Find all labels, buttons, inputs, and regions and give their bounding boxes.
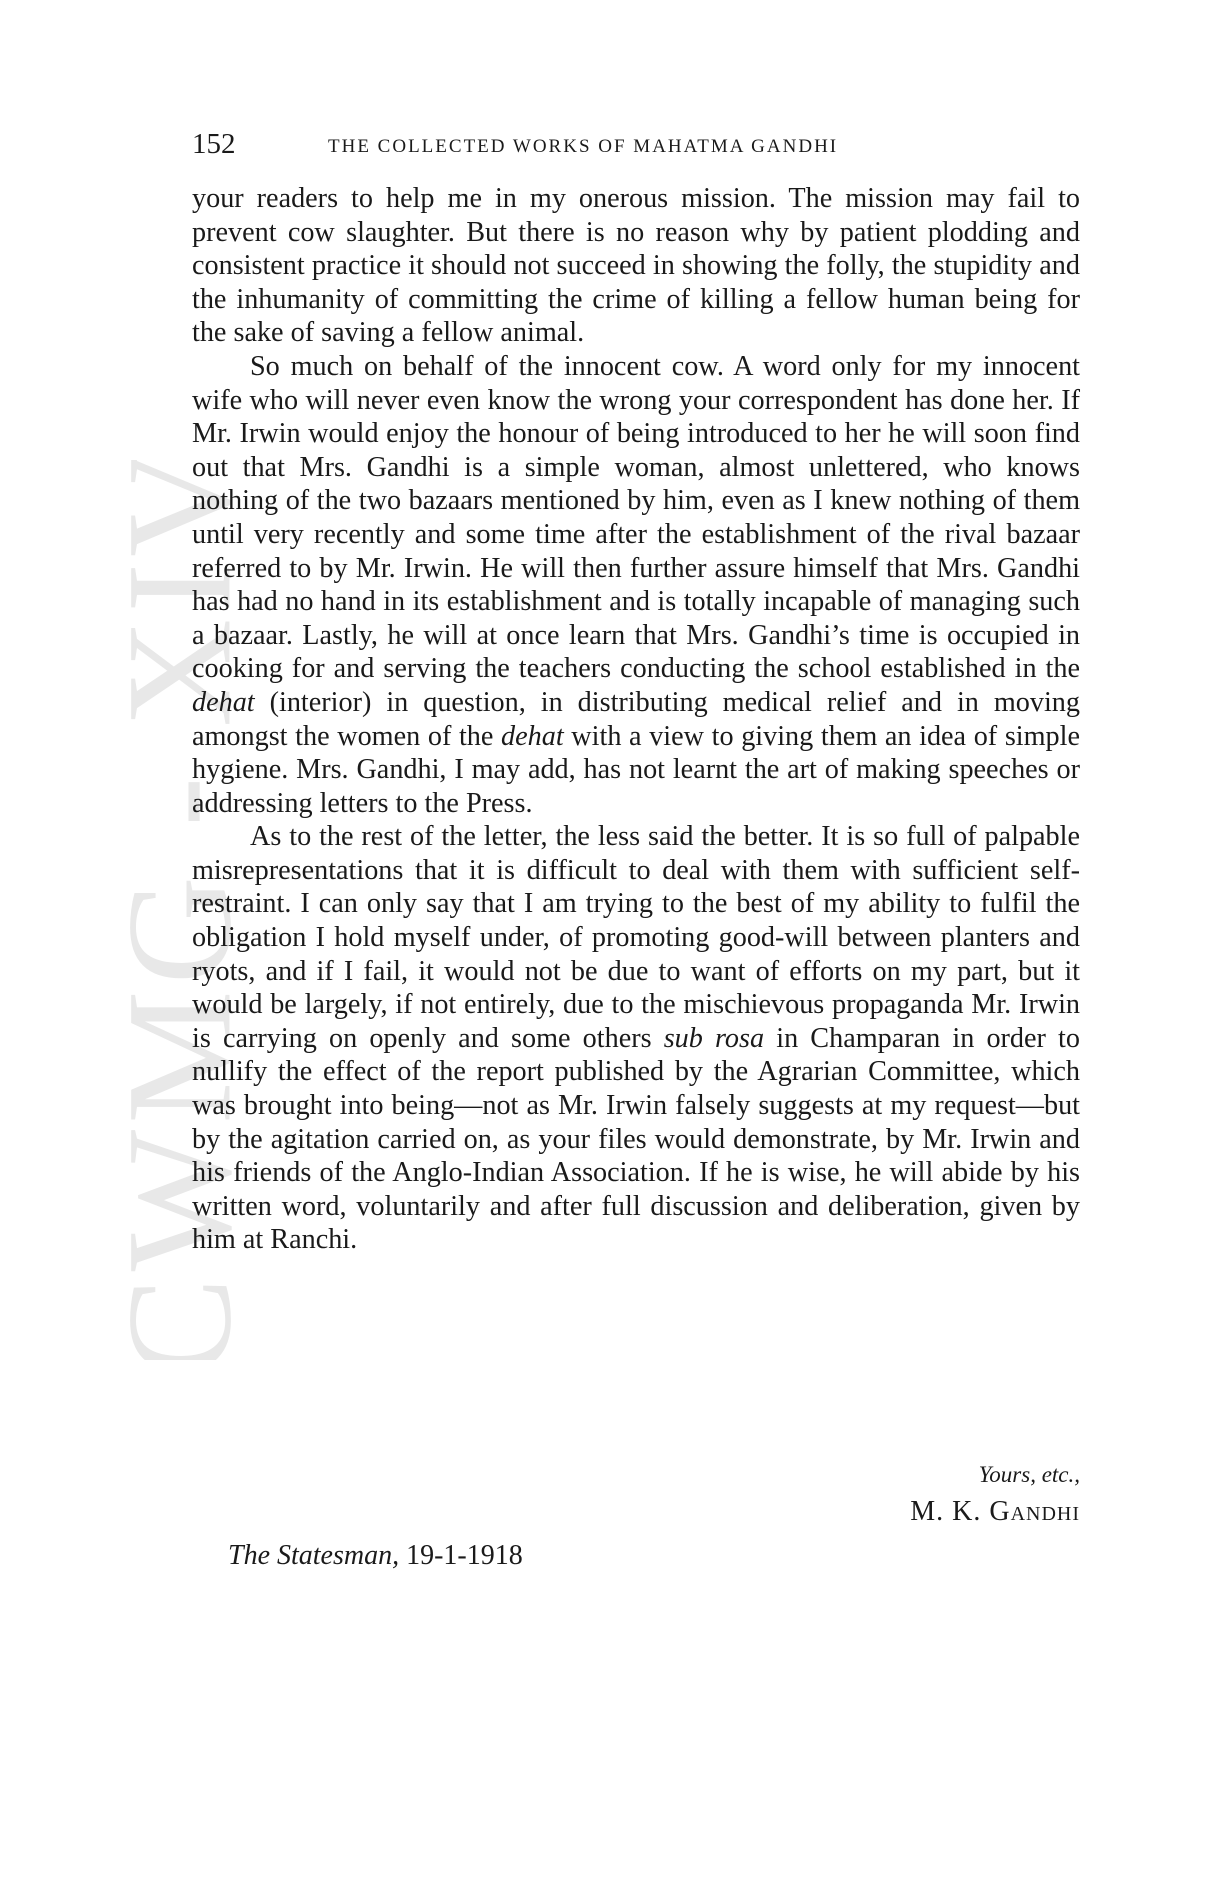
- paragraph-3-part-b: in Champaran in order to nullify the effect of the report published by the Agrarian Committee, which was brought into being—not as Mr. Irwin falsely suggests at my request—but by the agitation carried on, as your files would demonstrate, by Mr. Irwin and his friends of the Anglo-Indian Association. If he is wise, he will abide by his written word, voluntarily and after full discussion and deliberation, given by him at Ranchi.: [192, 1022, 1080, 1256]
- signature-initials: M. K.: [910, 1496, 990, 1527]
- paragraph-2: [192, 350, 1080, 820]
- term-sub-rosa: sub rosa: [663, 1022, 765, 1054]
- page-number: 152: [192, 128, 236, 160]
- paragraph-2-part-b: (interior) in question, in distributing medical relief and in moving amongst the women of the: [192, 686, 1080, 752]
- paragraph-3-part-a: As to the rest of the letter, the less said the better. It is so full of palpable misrepresentations that it is difficult to deal with them with sufficient self-restraint. I can only say that I am trying to the best of my ability to fulfil the obligation I hold myself under, of promoting good-will between planters and ryots, and if I fail, it would not be due to want of efforts on my part, but it would be largely, if not entirely, due to the mischievous propaganda Mr. Irwin is carrying on openly and some others: [192, 821, 1080, 1054]
- signature: [192, 1496, 1080, 1528]
- source-publication: The Statesman,: [228, 1540, 400, 1571]
- letter-body: [192, 182, 1080, 1257]
- letter-closing: [192, 1462, 1080, 1528]
- running-title: THE COLLECTED WORKS OF MAHATMA GANDHI: [328, 136, 839, 157]
- signature-surname-initial: G: [989, 1496, 1011, 1527]
- watermark-text: CWMG XIV: [125, 460, 263, 1360]
- source-date: 19-1-1918: [406, 1540, 523, 1571]
- term-dehat: dehat: [501, 720, 564, 752]
- signature-surname-rest: ANDHI: [1010, 1503, 1080, 1525]
- paragraph-3: [192, 820, 1080, 1257]
- paragraph-2-part-a: So much on behalf of the innocent cow. A word only for my innocent wife who will never even know the wrong your correspondent has done her. If Mr. Irwin would enjoy the honour of being introduced to her he will soon find out that Mrs. Gandhi is a simple woman, almost unlettered, who knows nothing of the two bazaars mentioned by him, even as I knew nothing of them until very recently and some time after the establishment of the rival bazaar referred to by Mr. Irwin. He will then further assure himself that Mrs. Gandhi has had no hand in its establishment and is totally incapable of managing such a bazaar. Lastly, he will at once learn that Mrs. Gandhi’s time is occupied in cooking for and serving the teachers conducting the school established in the: [192, 350, 1080, 685]
- term-dehat: dehat: [192, 686, 255, 718]
- paragraph-1: your readers to help me in my onerous mission. The mission may fail to prevent cow slaughter. But there is no reason why by patient plodding and consistent practice it should not succeed in showing the folly, the stupidity and the inhumanity of committing the crime of killing a fellow human being for the sake of saving a fellow animal.: [192, 183, 1080, 349]
- source-citation: [228, 1540, 523, 1572]
- valediction: Yours, etc.,: [978, 1462, 1080, 1487]
- page-header: [192, 128, 1080, 168]
- paragraph-2-part-c: with a view to giving them an idea of simple hygiene. Mrs. Gandhi, I may add, has not learnt the art of making speeches or addressing letters to the Press.: [192, 720, 1080, 819]
